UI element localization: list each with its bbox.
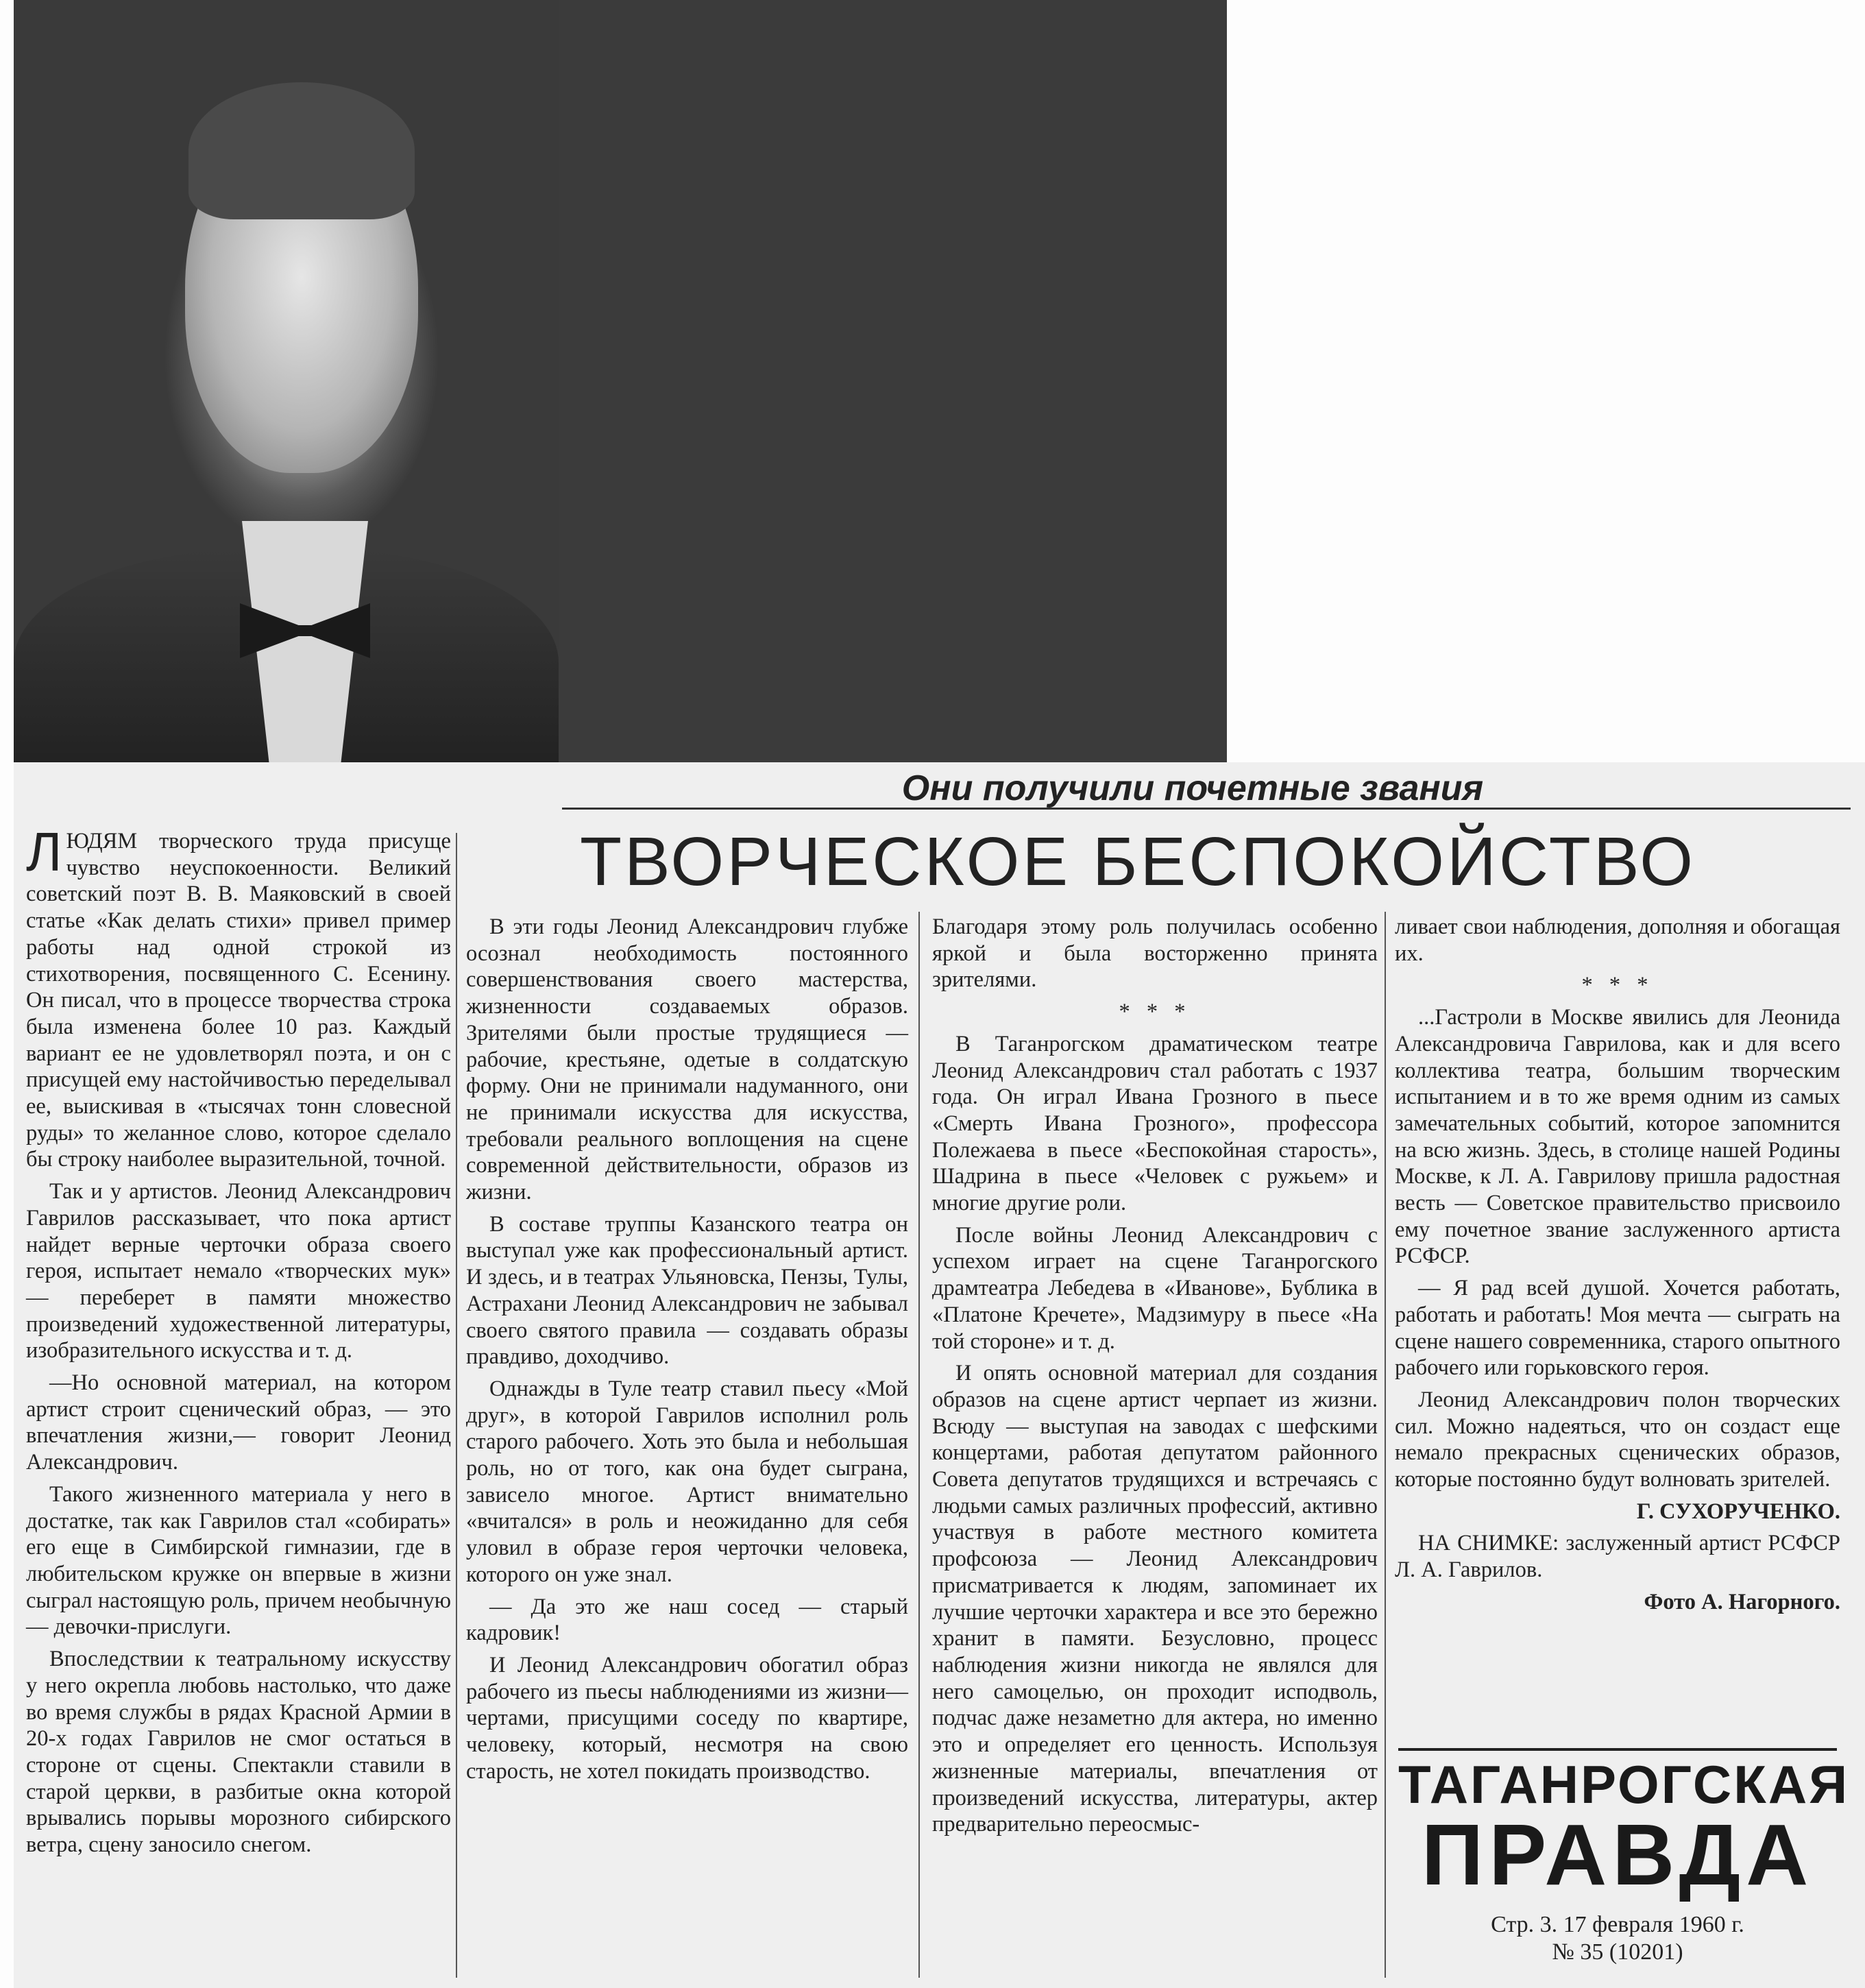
paragraph: И Леонид Александрович обогатил образ рабочего из пьесы наблюдениями из жизни—чертами, присущими соседу по квартире, человеку, который, несмотря на свою старость, не хотел покидать производство.: [466, 1652, 908, 1784]
photo-hair: [188, 82, 415, 219]
paragraph: Леонид Александрович полон творческих сил. Можно надеяться, что он создаст еще немало прекрасных сценических образов, которые постоянно будут волновать зрителей.: [1395, 1387, 1840, 1492]
column-rule: [918, 912, 920, 1978]
paragraph: В Таганрогском драматическом театре Леонид Александрович стал работать с 1937 года. Он играл Ивана Грозного в пьесе «Смерть Ивана Грозного», профессора Полежаева в пьесе «Беспокойная старость», Шадрина в пьесе «Человек с ружьем» и многие другие роли.: [932, 1031, 1378, 1216]
author-signature: Г. СУХОРУЧЕНКО.: [1636, 1499, 1840, 1524]
paragraph: Однажды в Туле театр ставил пьесу «Мой друг», в которой Гаврилов исполнил роль старого рабочего. Хоть это была и небольшая роль, но от того, как она будет сыграна, зависело многое. Артист внимательно «вчитался» в роль и неожиданно для себя уловил в образе героя черточки человека, которого он уже знал.: [466, 1376, 908, 1587]
paragraph: В эти годы Леонид Александрович глубже осознал необходимость постоянного совершенствования своего мастерства, жизненности создаваемых образов. Зрителями были простые трудящиеся — рабочие, крестьяне, одетые в солдатскую форму. Они не принимали надуманного, они не принимали искусства для искусства, требовали реального воплощения на сцене современной действительности, образов из жизни.: [466, 914, 908, 1205]
kicker-rule: [562, 808, 1851, 810]
section-separator: * * *: [1581, 973, 1654, 998]
column-3: [932, 914, 1378, 1843]
paragraph: — Да это же наш сосед — старый кадровик!: [466, 1594, 908, 1646]
issue-number: № 35 (10201): [1552, 1939, 1683, 1965]
column-4: [1395, 914, 1840, 1621]
newspaper-masthead: [1398, 1748, 1850, 1908]
paragraph: ЛЮДЯМ творческого труда присуще чувство неуспокоенности. Великий советский поэт В. В. Маяковский в своей статье «Как делать стихи» привел пример работы над одной строкой из стихотворения, посвященного С. Есенину. Он писал, что в процессе творчества строка была изменена более 10 раз. Каждый вариант ее не удовлетворял поэта, и он с присущей ему настойчивостью переделывал ее, выискивая в «тысячах тонн словесной руды» то желанное слово, которое сделало бы строку наиболее выразительной, точной.: [26, 821, 451, 1172]
section-separator: * * *: [1119, 999, 1191, 1025]
paragraph: И опять основной материал для создания образов на сцене артист черпает из жизни. Всюду — выступая на заводах с шефскими концертами, работая депутатом районного Совета депутатов трудящихся и встречаясь с людьми самых различных профессий, активно участвуя в работе местного комитета профсоюза — Леонид Александрович присматривается к людям, запоминает их лучшие черточки характера и все это бережно хранит в памяти. Безусловно, процесс наблюдения жизни никогда не являлся для него самоцелью, он проходит исподволь, подчас даже незаметно для актера, но именно это и определяет его ценность. Используя жизненные материалы, впечатления от произведений искусства, литературы, актер предварительно переосмыс-: [932, 1361, 1378, 1837]
column-rule: [1385, 912, 1386, 1978]
kicker: Они получили почетные звания: [901, 768, 1484, 808]
paragraph: Так и у артистов. Леонид Александрович Гаврилов рассказывает, что пока артист найдет верные черточки образа своего героя, испытает немало «творческих мук» — переберет в памяти множество произведений художественной литературы, изобразительного искусства и т. д.: [26, 1179, 451, 1363]
issue-date: Стр. 3. 17 февраля 1960 г.: [1491, 1912, 1744, 1937]
photo-credit: Фото А. Нагорного.: [1644, 1589, 1840, 1614]
headline: ТВОРЧЕСКОЕ БЕСПОКОЙСТВО: [579, 823, 1696, 900]
paragraph: — Я рад всей душой. Хочется работать, работать и работать! Моя мечта — сыграть на сцене нашего современника, старого опытного рабочего или горьковского героя.: [1395, 1276, 1840, 1381]
paragraph: В составе труппы Казанского театра он выступал уже как профессиональный артист. И здесь, и в театрах Ульяновска, Пензы, Тулы, Астрахани Леонид Александрович не забывал своего святого правила — создавать образы правдиво, доходчиво.: [466, 1211, 908, 1370]
paragraph: Такого жизненного материала у него в достатке, так как Гаврилов стал «собирать» его еще в Симбирской гимназии, где в любительском кружке он впервые в жизни сыграл настоящую роль, причем необычную — девочки-прислуги.: [26, 1481, 451, 1640]
paragraph: Впоследствии к театральному искусству у него окрепла любовь настолько, что даже во время службы в рядах Красной Армии в 20-х годах Гаврилов не смог остаться в стороне от сцены. Спектакли ставили в старой церкви, в разбитые окна которой врывались порывы морозного сибирского ветра, сцену заносило снегом.: [26, 1647, 451, 1858]
portrait-photo: [14, 0, 559, 802]
drop-cap: Л: [26, 821, 62, 882]
paragraph: После войны Леонид Александрович с успехом играет на сцене Таганрогского драмтеатра Лебедева в «Иванове», Бублика в «Платоне Кречете», Мадзимуру в пьесе «На той стороне» и т. д.: [932, 1222, 1378, 1354]
paragraph: Благодаря этому роль получилась особенно яркой и была восторженно принята зрителями.: [932, 914, 1378, 993]
gray-backing-paper: [559, 0, 1227, 764]
column-rule: [456, 833, 457, 1978]
paragraph: ливает свои наблюдения, дополняя и обогащая их.: [1395, 914, 1840, 966]
masthead-line-2: ПРАВДА: [1421, 1806, 1814, 1903]
paragraph: ...Гастроли в Москве явились для Леонида Александровича Гаврилова, как и для всего коллектива театра, большим творческим испытанием и в то же время одним из самых замечательных событий, которое запомнится на всю жизнь. Здесь, в столице нашей Родины Москве, к Л. А. Гаврилову пришла радостная весть — Советское правительство присвоило ему почетное звание заслуженного артиста РСФСР.: [1395, 1005, 1840, 1269]
photo-caption: НА СНИМКЕ: заслуженный артист РСФСР Л. А. Гаврилов.: [1395, 1531, 1840, 1583]
issue-info: [1398, 1911, 1837, 1966]
column-1: [26, 821, 451, 1864]
column-2: [466, 914, 908, 1791]
masthead-line-1: ТАГАНРОГСКАЯ: [1398, 1754, 1850, 1815]
paragraph: —Но основной материал, на котором артист строит сценический образ, — это впечатления жизни,— говорит Леонид Александрович.: [26, 1370, 451, 1475]
